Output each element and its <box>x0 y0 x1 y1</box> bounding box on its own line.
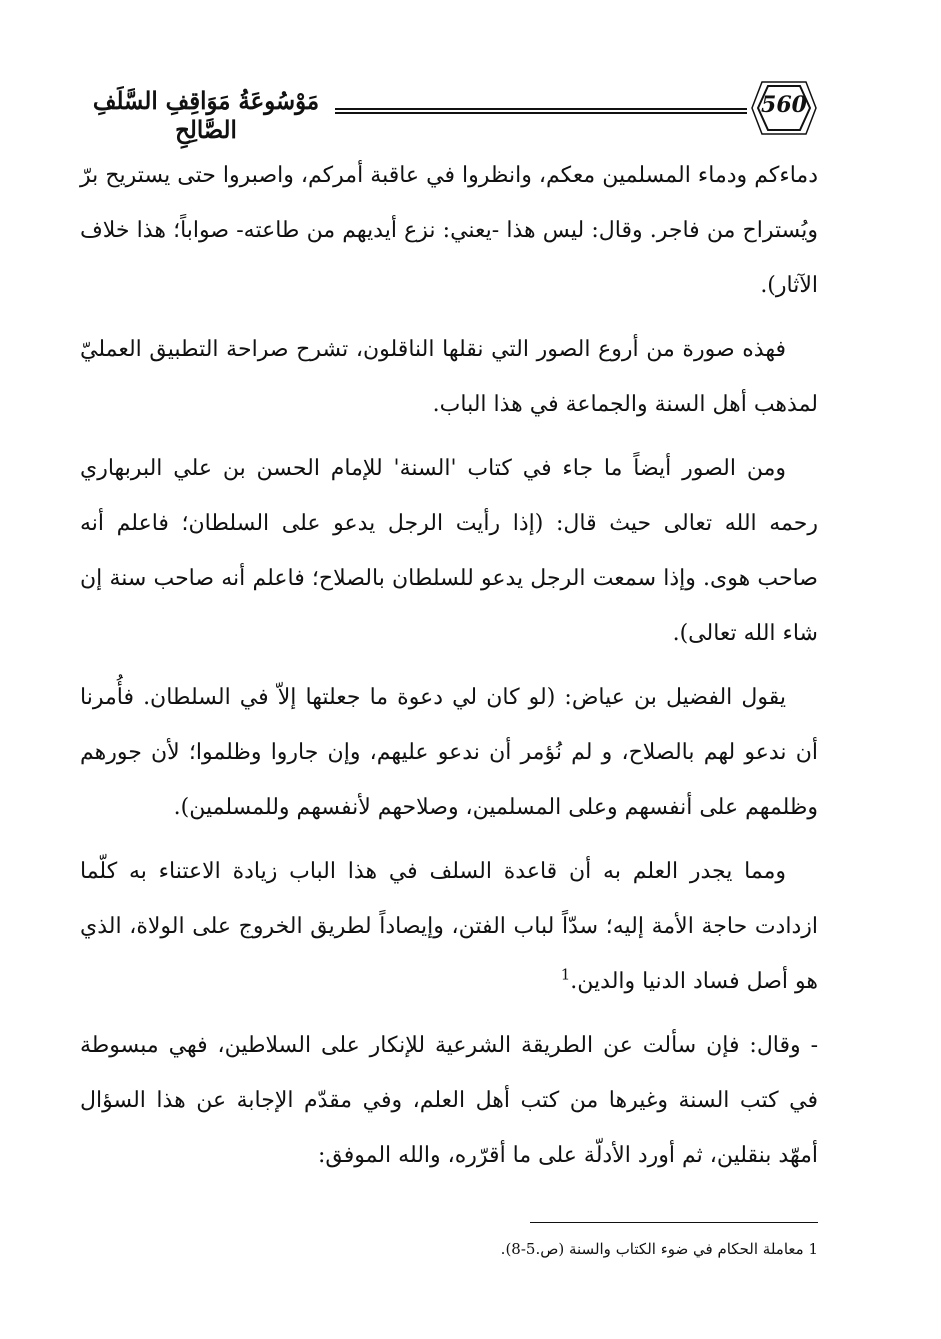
footnote-reference: 1 <box>560 965 571 984</box>
footnote <box>380 1238 818 1260</box>
footnote-text: معاملة الحكام في ضوء الكتاب والسنة (ص.5-8). <box>500 1240 804 1258</box>
paragraph-6: - وقال: فإن سألت عن الطريقة الشرعية للإنكار على السلاطين، فهي مبسوطة في كتب السنة وغيرها من كتب أهل العلم، وفي مقدّم الإجابة عن هذا السؤال أمهّد بنقلين، ثم أورد الأدلّة على ما أقرّره، والله الموفق: <box>80 1033 818 1168</box>
paragraph-5-text: ومما يجدر العلم به أن قاعدة السلف في هذا الباب زيادة الاعتناء به كلّما ازدادت حاجة الأمة إليه؛ سدّاً لباب الفتن، وإيصاداً لطريق الخروج على الولاة، الذي هو أصل فساد الدنيا والدين. <box>80 859 818 994</box>
paragraph-2: فهذه صورة من أروع الصور التي نقلها الناقلون، تشرح صراحة التطبيق العمليّ لمذهب أهل السنة والجماعة في هذا الباب. <box>80 337 818 417</box>
paragraph-4: يقول الفضيل بن عياض: (لو كان لي دعوة ما جعلتها إلاّ في السلطان. فأُمرنا أن ندعو لهم بالصلاح، و لم نُؤمر أن ندعو عليهم، وإن جاروا وظلموا؛ لأن جورهم وظلمهم على أنفسهم وعلى المسلمين، وصلاحهم لأنفسهم وللمسلمين). <box>80 685 818 820</box>
footnote-number: 1 <box>808 1240 818 1258</box>
footnote-divider <box>530 1222 818 1223</box>
page-header <box>80 80 820 150</box>
page-body <box>80 148 818 1192</box>
series-title: مَوْسُوعَةُ مَوَاقِفِ السَّلَفِ الصَّالِحِ <box>92 86 320 144</box>
paragraph-5 <box>80 844 818 1009</box>
paragraph-1: دماءكم ودماء المسلمين معكم، وانظروا في عاقبة أمركم، واصبروا حتى يستريح برّ ويُستراح من فاجر. وقال: ليس هذا -يعني: نزع أيديهم من طاعته- صواباً؛ هذا خلاف الآثار). <box>80 163 818 298</box>
header-rule <box>335 108 747 116</box>
page-number: 560 <box>761 92 807 118</box>
paragraph-3: ومن الصور أيضاً ما جاء في كتاب 'السنة' للإمام الحسن بن علي البربهاري رحمه الله تعالى حيث قال: (إذا رأيت الرجل يدعو على السلطان؛ فاعلم أنه صاحب هوى. وإذا سمعت الرجل يدعو للسلطان بالصلاح؛ فاعلم أنه صاحب سنة إن شاء الله تعالى). <box>80 456 818 646</box>
page-number-badge <box>748 80 820 136</box>
